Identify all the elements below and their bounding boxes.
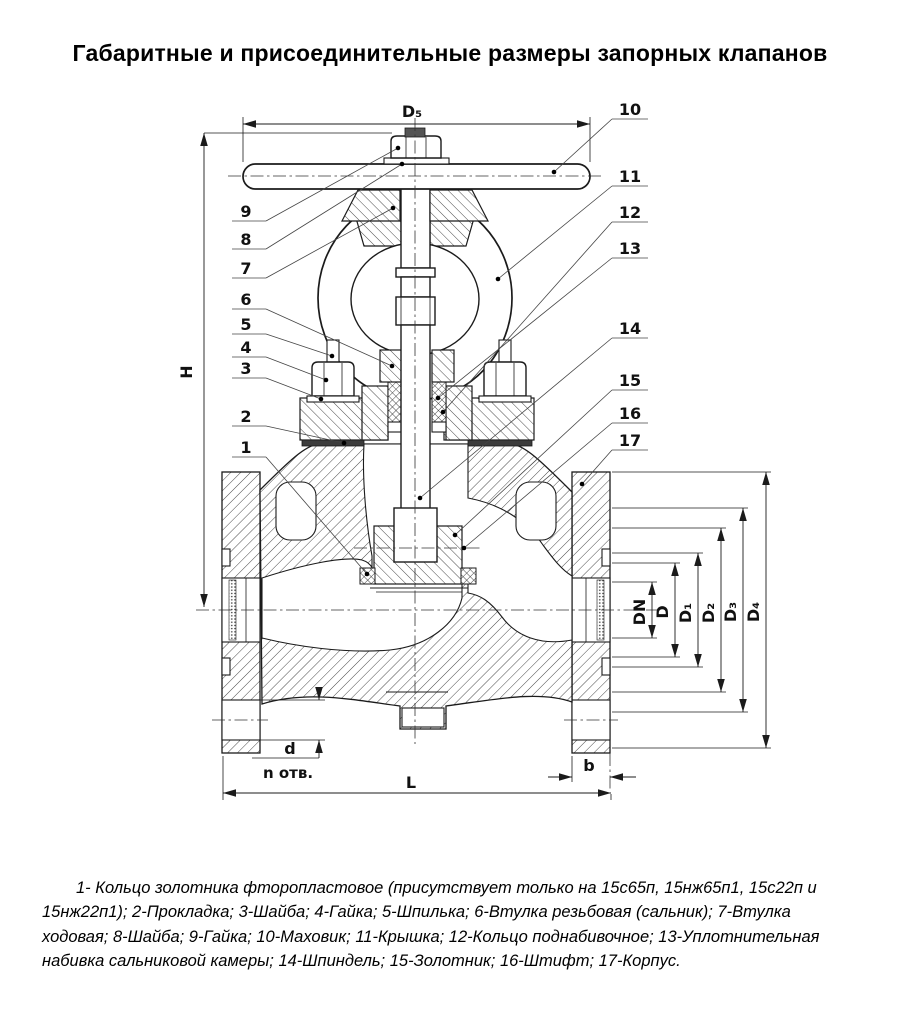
svg-text:9: 9 <box>240 202 252 221</box>
svg-text:11: 11 <box>618 167 642 186</box>
page-title: Габаритные и присоединительные размеры запорных клапанов <box>72 40 828 66</box>
right-flange-notch-bottom <box>602 658 610 675</box>
bottom-boss <box>402 708 444 727</box>
svg-text:10: 10 <box>618 100 642 119</box>
stud-left <box>327 340 339 362</box>
stem-disc-coupling <box>394 508 437 562</box>
dim-label-d-hole: d <box>284 739 296 758</box>
svg-text:17: 17 <box>618 431 642 450</box>
dim-label-d1: D₁ <box>676 602 695 624</box>
under-packing-ring-left <box>388 422 402 432</box>
body-rib-window-left <box>276 482 316 540</box>
svg-text:4: 4 <box>240 338 252 357</box>
washer-right <box>479 396 531 402</box>
callout-3 <box>232 359 323 401</box>
dim-label-l: L <box>405 773 417 792</box>
gasket-right <box>468 440 532 446</box>
svg-text:6: 6 <box>240 290 252 309</box>
dim-label-d: D <box>653 605 672 619</box>
stem-mid <box>401 277 430 297</box>
dim-label-d2: D₂ <box>699 602 718 624</box>
dimension-b <box>548 756 636 782</box>
svg-text:13: 13 <box>618 239 642 258</box>
stem <box>396 188 435 510</box>
dim-label-d5: D₅ <box>401 102 423 121</box>
wheel-spoke-left <box>342 190 400 221</box>
nut-right <box>484 362 526 396</box>
nut-left <box>312 362 354 396</box>
left-flange-notch-top <box>222 549 230 566</box>
stem-lower <box>401 325 430 510</box>
wheel-washer <box>384 158 449 164</box>
svg-text:3: 3 <box>240 359 252 378</box>
packing-left <box>388 382 402 422</box>
dim-label-h: H <box>177 365 196 379</box>
dim-label-d3: D₃ <box>721 601 740 623</box>
stem-square <box>396 297 435 325</box>
ptfe-ring-right <box>461 568 476 584</box>
under-packing-ring-right <box>432 422 446 432</box>
stem-upper <box>401 188 430 268</box>
svg-text:12: 12 <box>618 203 642 222</box>
parts-legend: 1- Кольцо золотника фторопластовое (присутствует только на 15с65п, 15нж65п1, 15с22п и 15нж22п1); 2-Прокладка; 3-Шайба; 4-Гайка; 5-Шпилька; 6-Втулка резьбовая (сальник); 7-Втулка ходовая; 8-Шайба; 9-Гайка; 10-Маховик; 11-Крышка; 12-Кольцо поднабивочное; 13-Уплотнительная набивка сальниковой камеры; 14-Шпиндель; 15-Золотник; 16-Штифт; 17-Корпус. <box>42 879 820 970</box>
svg-text:5: 5 <box>240 315 252 334</box>
svg-text:16: 16 <box>618 404 642 423</box>
svg-text:7: 7 <box>240 259 252 278</box>
dim-label-n-holes: n отв. <box>262 764 314 782</box>
left-flange-notch-bottom <box>222 658 230 675</box>
handwheel <box>243 164 590 189</box>
right-flange-notch-top <box>602 549 610 566</box>
stem-collar <box>396 268 435 277</box>
svg-text:15: 15 <box>618 371 642 390</box>
svg-text:8: 8 <box>240 230 252 249</box>
body-rib-window-right <box>516 482 556 540</box>
stuffing-box-wall-left <box>362 386 388 440</box>
wheel-spoke-right <box>430 190 488 221</box>
gland-bushing-right <box>432 350 454 382</box>
svg-text:14: 14 <box>618 319 642 338</box>
dim-label-dn: DN <box>630 598 649 626</box>
svg-text:1: 1 <box>240 438 252 457</box>
stud-right <box>499 340 511 362</box>
dim-label-d4: D₄ <box>744 601 763 623</box>
packing-right <box>432 382 446 422</box>
dim-label-b: b <box>583 756 595 775</box>
svg-text:2: 2 <box>240 407 252 426</box>
